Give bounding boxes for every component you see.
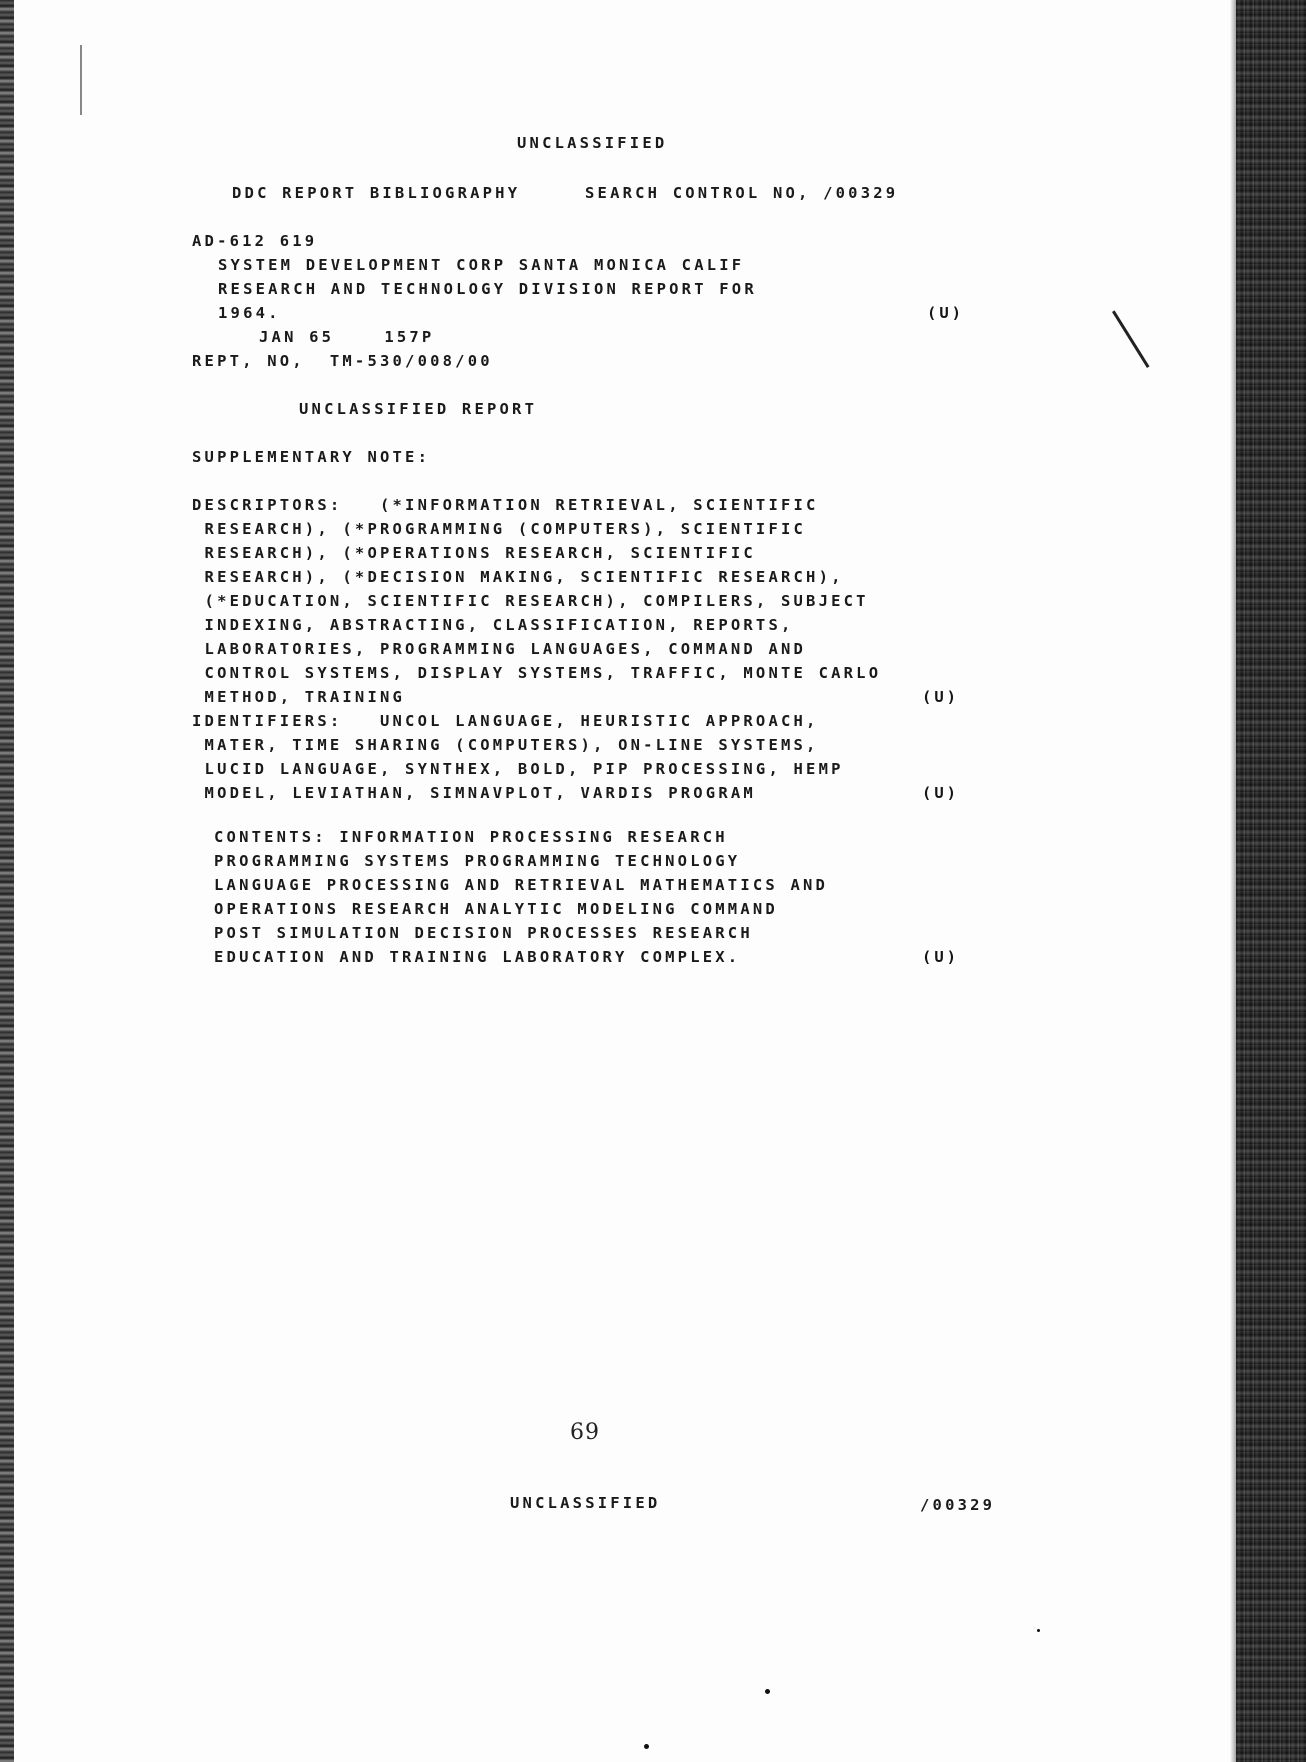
scan-artifact-stroke xyxy=(1112,310,1150,368)
contents-line: PROGRAMMING SYSTEMS PROGRAMMING TECHNOLOGY xyxy=(214,852,741,870)
descriptors-line: RESEARCH), (*PROGRAMMING (COMPUTERS), SCIENTIFIC xyxy=(192,520,807,538)
contents-line: POST SIMULATION DECISION PROCESSES RESEARCH xyxy=(214,924,753,942)
supplementary-note: SUPPLEMENTARY NOTE: xyxy=(192,448,431,466)
title-classification-mark: (U) xyxy=(927,304,964,322)
descriptors-line: METHOD, TRAINING xyxy=(192,688,406,706)
descriptors-line: INDEXING, ABSTRACTING, CLASSIFICATION, REPORTS, xyxy=(192,616,794,634)
contents-line: CONTENTS: INFORMATION PROCESSING RESEARCH xyxy=(214,828,728,846)
identifiers-line: MATER, TIME SHARING (COMPUTERS), ON-LINE SYSTEMS, xyxy=(192,736,819,754)
descriptors-line: RESEARCH), (*DECISION MAKING, SCIENTIFIC RESEARCH), xyxy=(192,568,844,586)
bibliography-title: DDC REPORT BIBLIOGRAPHY xyxy=(232,184,521,202)
search-control-number: SEARCH CONTROL NO, /00329 xyxy=(585,184,899,202)
descriptors-line: RESEARCH), (*OPERATIONS RESEARCH, SCIENTIFIC xyxy=(192,544,756,562)
title-line: SYSTEM DEVELOPMENT CORP SANTA MONICA CALIF xyxy=(218,256,745,274)
contents-classification-mark: (U) xyxy=(922,948,959,966)
scan-artifact-vertical xyxy=(80,45,82,115)
identifiers-line: MODEL, LEVIATHAN, SIMNAVPLOT, VARDIS PROGRAM xyxy=(192,784,756,802)
contents-line: EDUCATION AND TRAINING LABORATORY COMPLEX. xyxy=(214,948,741,966)
page-number: 69 xyxy=(570,1420,600,1445)
descriptors-line: LABORATORIES, PROGRAMMING LANGUAGES, COMMAND AND xyxy=(192,640,807,658)
identifiers-line: LUCID LANGUAGE, SYNTHEX, BOLD, PIP PROCESSING, HEMP xyxy=(192,760,844,778)
footer-classification: UNCLASSIFIED xyxy=(510,1494,661,1512)
report-classification: UNCLASSIFIED REPORT xyxy=(299,400,538,418)
scan-artifact-dot xyxy=(1037,1629,1040,1632)
descriptors-classification-mark: (U) xyxy=(922,688,959,706)
date-pages: JAN 65 157P xyxy=(259,328,435,346)
descriptors-line: (*EDUCATION, SCIENTIFIC RESEARCH), COMPILERS, SUBJECT xyxy=(192,592,869,610)
identifiers-classification-mark: (U) xyxy=(922,784,959,802)
scan-right-edge xyxy=(1236,0,1306,1762)
title-line: 1964. xyxy=(218,304,281,322)
descriptors-line: DESCRIPTORS: (*INFORMATION RETRIEVAL, SCIENTIFIC xyxy=(192,496,819,514)
title-line: RESEARCH AND TECHNOLOGY DIVISION REPORT FOR xyxy=(218,280,757,298)
contents-line: LANGUAGE PROCESSING AND RETRIEVAL MATHEMATICS AND xyxy=(214,876,829,894)
descriptors-line: CONTROL SYSTEMS, DISPLAY SYSTEMS, TRAFFIC, MONTE CARLO xyxy=(192,664,882,682)
footer-control-number: /00329 xyxy=(920,1496,996,1514)
report-number: REPT, NO, TM-530/008/00 xyxy=(192,352,493,370)
contents-line: OPERATIONS RESEARCH ANALYTIC MODELING COMMAND xyxy=(214,900,778,918)
scan-artifact-dot xyxy=(765,1689,770,1694)
header-classification: UNCLASSIFIED xyxy=(517,134,668,152)
scan-left-edge xyxy=(0,0,14,1762)
ad-number: AD-612 619 xyxy=(192,232,318,250)
identifiers-line: IDENTIFIERS: UNCOL LANGUAGE, HEURISTIC APPROACH, xyxy=(192,712,819,730)
scan-artifact-dot xyxy=(644,1744,649,1749)
